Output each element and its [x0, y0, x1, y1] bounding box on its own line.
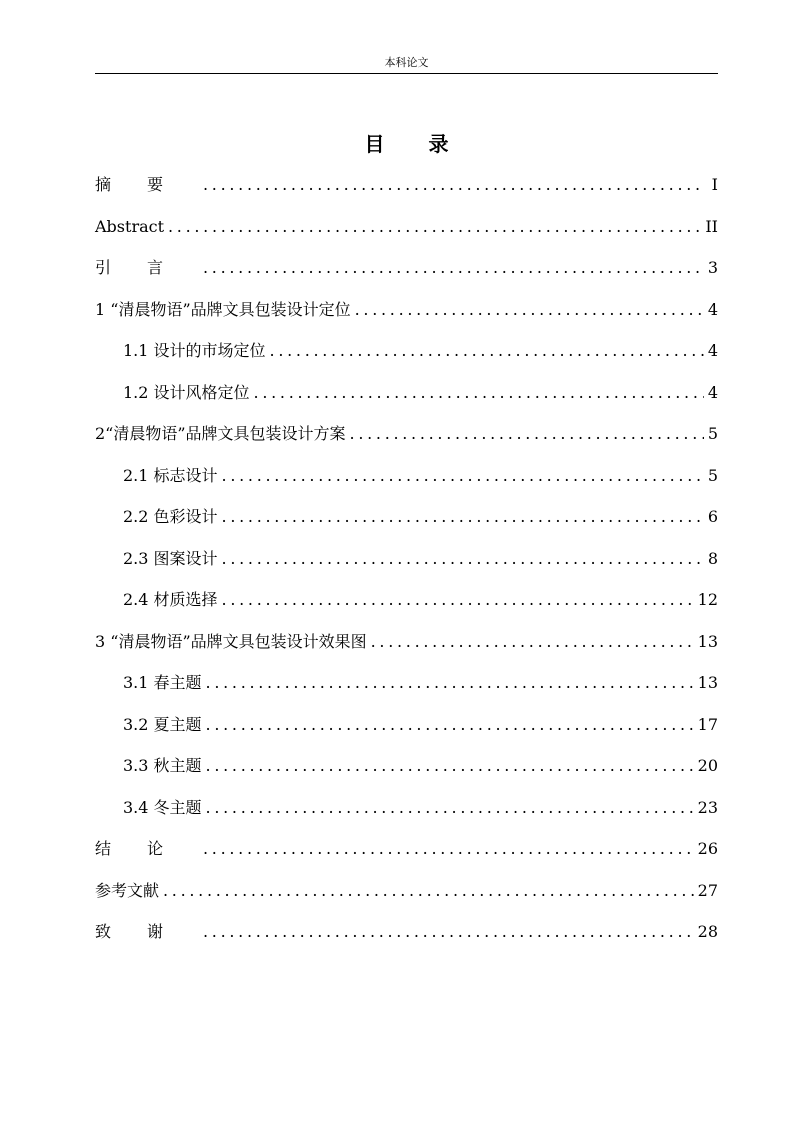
toc-entry-label: 致谢 — [95, 922, 200, 941]
toc-entry-label: 3.3 秋主题 — [123, 756, 202, 775]
toc-leader-dots — [222, 585, 694, 615]
toc-entry-page: 6 — [707, 507, 718, 526]
toc-entry-page: 27 — [697, 880, 718, 900]
toc-entry-label: 1.2 设计风格定位 — [123, 382, 250, 402]
toc-leader-dots — [203, 834, 694, 864]
toc-entry-label: Abstract — [95, 216, 165, 236]
toc-entry-section-2-4[interactable] — [123, 585, 718, 615]
toc-entry-abstract-cn[interactable] — [95, 170, 718, 200]
toc-entry-label: 2.1 标志设计 — [123, 465, 218, 485]
toc-entry-page: 4 — [707, 341, 718, 360]
toc-entry-chapter-3[interactable] — [95, 627, 718, 657]
toc-entry-page: 12 — [697, 590, 718, 609]
toc-entry-page: I — [711, 175, 718, 194]
toc-leader-dots — [350, 419, 704, 449]
toc-entry-section-3-3[interactable] — [123, 751, 718, 781]
toc-leader-dots — [206, 668, 694, 698]
toc-entry-section-3-4[interactable] — [123, 793, 718, 823]
toc-entry-label: 参考文献 — [95, 880, 160, 900]
toc-entry-page: II — [705, 216, 718, 236]
toc-leader-dots — [371, 627, 694, 657]
toc-entry-page: 13 — [697, 631, 718, 651]
toc-leader-dots — [203, 253, 704, 283]
toc-entry-page: 5 — [707, 424, 718, 443]
toc-entry-label: 3.4 冬主题 — [123, 797, 202, 817]
toc-entry-label: 3.1 春主题 — [123, 673, 202, 692]
toc-entry-label: 2.4 材质选择 — [123, 590, 218, 609]
toc-entry-section-1-2[interactable] — [123, 378, 718, 408]
toc-entry-page: 8 — [707, 548, 718, 568]
toc-entry-label: 3.2 夏主题 — [123, 714, 202, 734]
toc-entry-acknowledgements[interactable] — [95, 917, 718, 947]
toc-entry-label: 摘要 — [95, 175, 200, 194]
toc-entry-page: 4 — [707, 299, 718, 319]
toc-entry-conclusion[interactable] — [95, 834, 718, 864]
toc-entry-section-2-3[interactable] — [123, 544, 718, 574]
toc-entry-chapter-1[interactable] — [95, 295, 718, 325]
toc-entry-page: 17 — [697, 714, 718, 734]
toc-entry-label: 1 “清晨物语”品牌文具包装设计定位 — [95, 299, 351, 319]
toc-entry-section-3-1[interactable] — [123, 668, 718, 698]
toc-entry-page: 4 — [707, 382, 718, 402]
toc-entry-page: 13 — [697, 673, 718, 692]
toc-entry-section-2-1[interactable] — [123, 461, 718, 491]
toc-entry-label: 1.1 设计的市场定位 — [123, 341, 266, 360]
toc-leader-dots — [168, 212, 701, 242]
toc-entry-label: 2.2 色彩设计 — [123, 507, 218, 526]
toc-entry-label: 3 “清晨物语”品牌文具包装设计效果图 — [95, 631, 367, 651]
toc-leader-dots — [222, 544, 704, 574]
toc-entry-introduction[interactable] — [95, 253, 718, 283]
header-rule — [95, 73, 718, 74]
toc-leader-dots — [206, 710, 694, 740]
toc-entry-page: 28 — [697, 922, 718, 941]
toc-entry-section-2-2[interactable] — [123, 502, 718, 532]
toc-entry-label: 结论 — [95, 839, 200, 858]
toc-entry-references[interactable] — [95, 876, 718, 906]
toc-leader-dots — [203, 170, 704, 200]
toc-leader-dots — [270, 336, 704, 366]
toc-entry-page: 20 — [697, 756, 718, 775]
toc-entry-page: 3 — [707, 258, 718, 277]
toc-leader-dots — [206, 751, 694, 781]
toc-leader-dots — [163, 876, 694, 906]
toc-entry-label: 引言 — [95, 258, 200, 277]
toc-entry-section-1-1[interactable] — [123, 336, 718, 366]
toc-entry-page: 23 — [697, 797, 718, 817]
toc-leader-dots — [203, 917, 694, 947]
toc-leader-dots — [222, 461, 704, 491]
toc-title: 目录 — [364, 132, 493, 156]
toc-entry-chapter-2[interactable] — [95, 419, 718, 449]
toc-leader-dots — [206, 793, 694, 823]
toc-entry-abstract-en[interactable] — [95, 212, 718, 242]
toc-entry-label: 2“清晨物语”品牌文具包装设计方案 — [95, 424, 346, 443]
toc-entry-section-3-2[interactable] — [123, 710, 718, 740]
toc-leader-dots — [222, 502, 704, 532]
toc-entry-page: 5 — [707, 465, 718, 485]
toc-leader-dots — [355, 295, 704, 325]
toc-entry-page: 26 — [697, 839, 718, 858]
toc-leader-dots — [254, 378, 704, 408]
toc-entry-label: 2.3 图案设计 — [123, 548, 218, 568]
running-header: 本科论文 — [384, 56, 429, 69]
